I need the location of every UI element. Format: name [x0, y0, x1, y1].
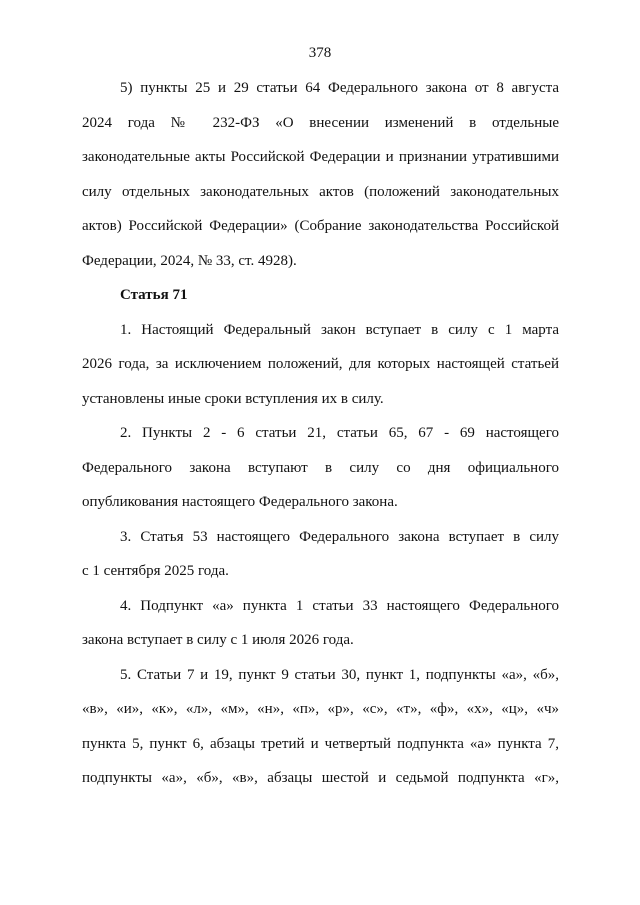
text-line: 5. Статьи 7 и 19, пункт 9 статьи 30, пункт 1, подпункты «а», «б», — [120, 666, 559, 683]
text-line: законодательные акты Российской Федерации и признании утратившими — [82, 149, 559, 165]
article-item-5 — [82, 663, 559, 801]
text-line: 5) пункты 25 и 29 статьи 64 Федерального закона от 8 августа — [120, 80, 559, 96]
article-heading: Статья 71 — [120, 287, 188, 303]
text-line: 2024 года № 232-ФЗ «О внесении изменений в отдельные — [82, 114, 559, 131]
text-line: установлены иные сроки вступления их в силу. — [82, 390, 384, 407]
text-line: 1. Настоящий Федеральный закон вступает в силу с 1 марта — [120, 321, 559, 338]
text-line: пункта 5, пункт 6, абзацы третий и четвертый подпункта «а» пункта 7, — [82, 735, 559, 752]
text-line: 3. Статья 53 настоящего Федерального закона вступает в силу — [120, 528, 559, 545]
article-item-1 — [82, 318, 559, 422]
article-item-2 — [82, 421, 559, 525]
text-line: Федерального закона вступают в силу со дня официального — [82, 459, 559, 476]
text-line: 2026 года, за исключением положений, для которых настоящей статьей — [82, 356, 559, 372]
text-line: Федерации, 2024, № 33, ст. 4928). — [82, 252, 297, 269]
text-line: 4. Подпункт «а» пункта 1 статьи 33 настоящего Федерального — [120, 597, 559, 614]
text-line: опубликования настоящего Федерального закона. — [82, 494, 398, 510]
document-body — [82, 76, 559, 801]
text-line: «в», «и», «к», «л», «м», «н», «п», «р», «с», «т», «ф», «х», «ц», «ч» — [82, 701, 559, 717]
article-item-3 — [82, 525, 559, 594]
text-line: силу отдельных законодательных актов (положений законодательных — [82, 183, 559, 200]
text-line: подпункты «а», «б», «в», абзацы шестой и седьмой подпункта «г», — [82, 770, 559, 786]
text-line: закона вступает в силу с 1 июля 2026 года. — [82, 632, 354, 648]
article-item-4 — [82, 594, 559, 663]
text-line: 2. Пункты 2 - 6 статьи 21, статьи 65, 67 - 69 настоящего — [120, 425, 559, 441]
text-line: с 1 сентября 2025 года. — [82, 563, 229, 579]
text-line: актов) Российской Федерации» (Собрание законодательства Российской — [82, 218, 559, 234]
paragraph-item-5 — [82, 76, 559, 283]
page-number: 378 — [308, 45, 332, 61]
